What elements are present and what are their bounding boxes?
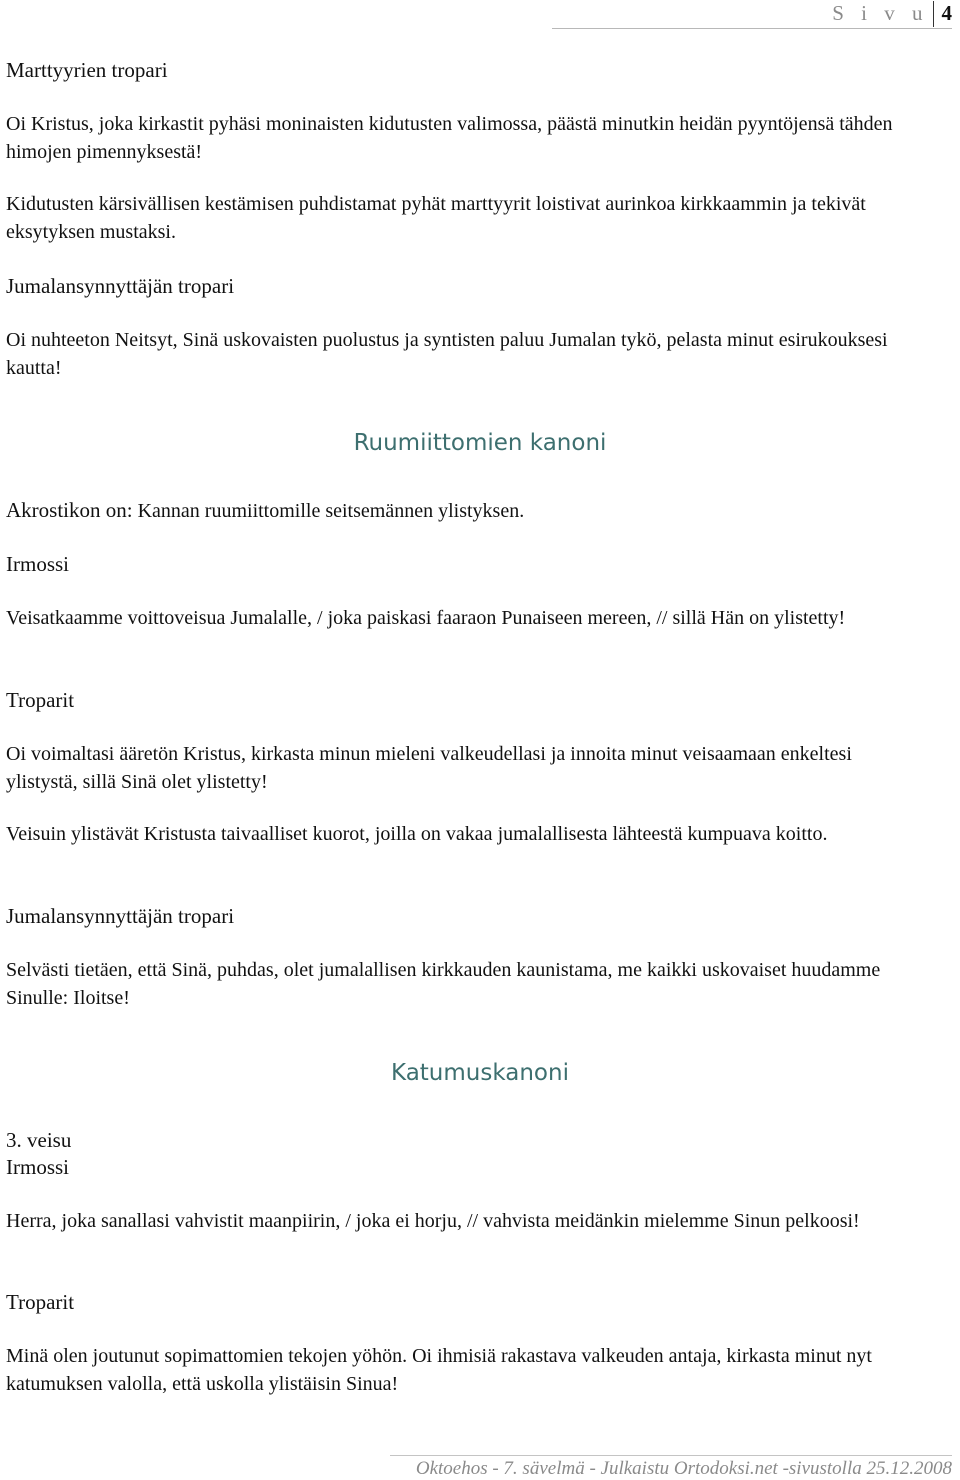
page-label: S i v u (832, 1, 929, 25)
page-header (552, 0, 952, 29)
page-footer: Oktoehos - 7. sävelmä - Julkaistu Ortodoksi.net -sivustolla 25.12.2008 (415, 1458, 952, 1479)
footer-divider (390, 1455, 952, 1456)
heading-troparit-1: Troparit (6, 688, 75, 712)
heading-ode-3: 3. veisu (6, 1128, 72, 1152)
paragraph-irmossi-2: Herra, joka sanallasi vahvistit maanpiirin, / joka ei horju, // vahvista meidänkin mielemme Sinun pelkoosi! (6, 1210, 860, 1232)
paragraph-martyrs-1: Oi Kristus, joka kirkastit pyhäsi moninaisten kidutusten valimossa, päästä minutkin heidän pyyntöjensä tähden himojen pimennyksestä! (6, 113, 893, 163)
heading-irmossi-1: Irmossi (6, 552, 69, 576)
heading-martyrs-tropari: Marttyyrien tropari (6, 58, 168, 82)
acrostic-text: Kannan ruumiittomille seitsemännen ylistyksen. (132, 500, 525, 522)
heading-troparit-2: Troparit (6, 1290, 75, 1314)
heading-theotokion-2: Jumalansynnyttäjän tropari (6, 904, 235, 928)
page-number: 4 (933, 1, 953, 27)
acrostic-label: Akrostikon on: (6, 498, 133, 522)
paragraph-tropari-3: Minä olen joutunut sopimattomien tekojen yöhön. Oi ihmisiä rakastava valkeuden antaja, kirkasta minut nyt katumuksen valolla, että uskolla ylistäisin Sinua! (6, 1345, 872, 1395)
paragraph-tropari-2: Veisuin ylistävät Kristusta taivaalliset kuorot, joilla on vakaa jumalallisesta lähteestä kumpuava koitto. (6, 823, 828, 845)
acrostic-line (6, 496, 926, 525)
heading-theotokion-1: Jumalansynnyttäjän tropari (6, 274, 235, 298)
heading-irmossi-2: Irmossi (6, 1155, 69, 1179)
section-title-ruumiittomien-kanoni: Ruumiittomien kanoni (353, 430, 607, 456)
paragraph-theotokion-2: Selvästi tietäen, että Sinä, puhdas, olet jumalallisen kirkkauden kaunistama, me kaikki uskovaiset huudamme Sinulle: Iloitse! (6, 959, 881, 1009)
paragraph-tropari-1: Oi voimaltasi ääretön Kristus, kirkasta minun mieleni valkeudellasi ja innoita minut veisaamaan enkeltesi ylistystä, sillä Sinä olet ylistetty! (6, 743, 852, 793)
paragraph-martyrs-2: Kidutusten kärsivällisen kestämisen puhdistamat pyhät marttyyrit loistivat aurinkoa kirkkaammin ja tekivät eksytyksen mustaksi. (6, 193, 866, 243)
paragraph-theotokion-1: Oi nuhteeton Neitsyt, Sinä uskovaisten puolustus ja syntisten paluu Jumalan tykö, pelasta minut esirukouksesi kautta! (6, 329, 888, 379)
section-title-katumuskanoni: Katumuskanoni (391, 1060, 569, 1086)
paragraph-irmossi-1: Veisatkaamme voittoveisua Jumalalle, / joka paiskasi faaraon Punaiseen mereen, // sillä Hän on ylistetty! (6, 607, 846, 629)
